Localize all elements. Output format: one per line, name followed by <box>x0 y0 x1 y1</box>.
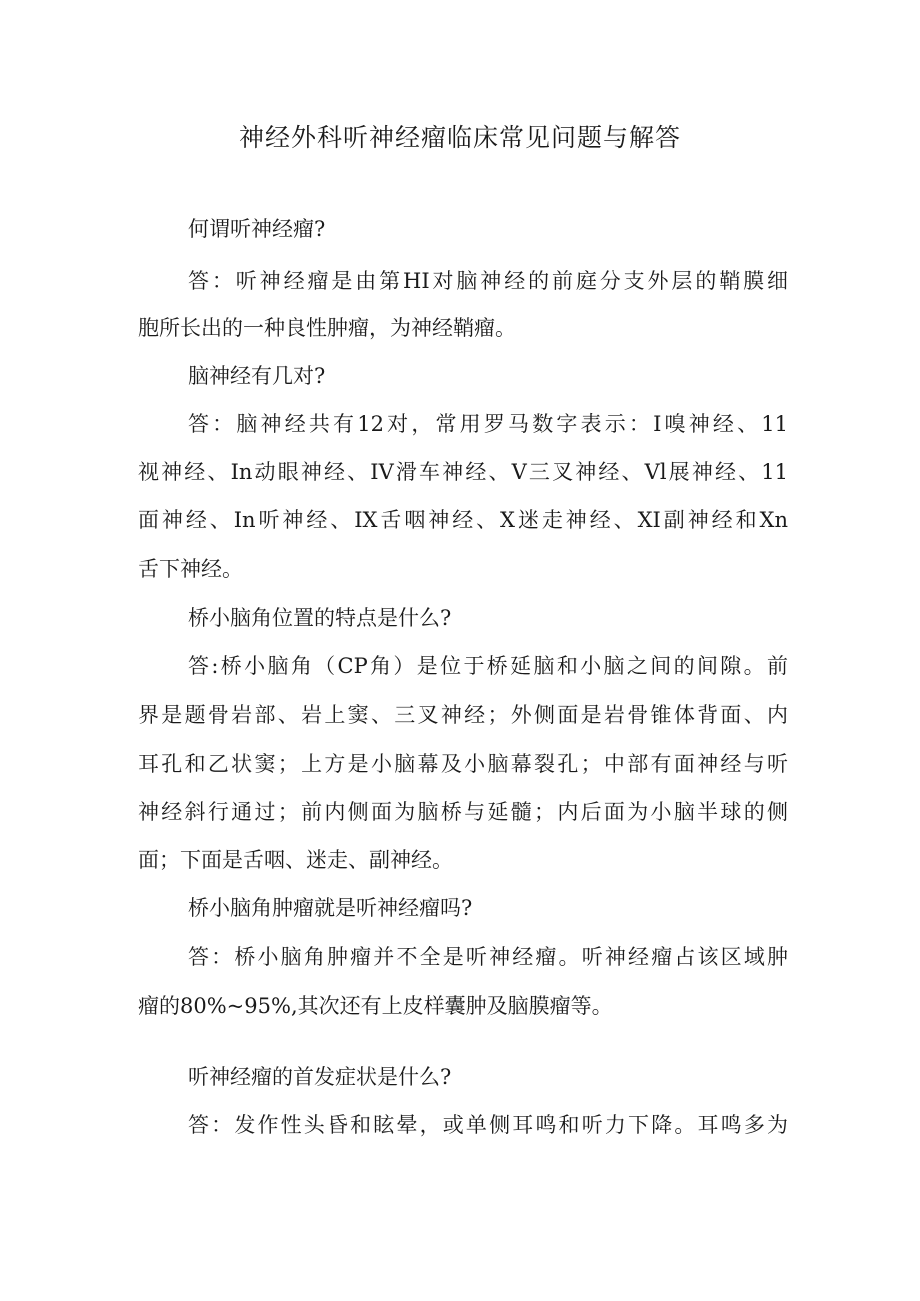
answer-line: 答：发作性头昏和眩晕，或单侧耳鸣和听力下降。耳鸣多为 <box>188 1113 788 1137</box>
question-line: 桥小脑角位置的特点是什么? <box>188 606 452 630</box>
question-line: 何谓听神经瘤? <box>188 217 326 241</box>
answer-line: 瘤的80%~95%,其次还有上皮样囊肿及脑膜瘤等。 <box>138 994 613 1018</box>
page-title: 神经外科听神经瘤临床常见问题与解答 <box>238 123 681 152</box>
answer-line: 答：桥小脑角肿瘤并不全是听神经瘤。听神经瘤占该区域肿 <box>188 945 788 969</box>
question-line: 桥小脑角肿瘤就是听神经瘤吗? <box>188 896 473 920</box>
question-line: 脑神经有几对? <box>188 364 326 388</box>
answer-line: 视神经、In动眼神经、IV滑车神经、V三叉神经、Vl展神经、11 <box>138 460 788 484</box>
answer-line: 耳孔和乙状窦；上方是小脑幕及小脑幕裂孔；中部有面神经与听 <box>138 752 788 776</box>
answer-line: 界是题骨岩部、岩上窦、三叉神经；外侧面是岩骨锥体背面、内 <box>138 703 788 727</box>
answer-line: 胞所长出的一种良性肿瘤，为神经鞘瘤。 <box>138 316 516 340</box>
question-line: 听神经瘤的首发症状是什么? <box>188 1065 452 1089</box>
answer-line: 神经斜行通过；前内侧面为脑桥与延髓；内后面为小脑半球的侧 <box>138 800 788 824</box>
answer-line: 面神经、In听神经、IX舌咽神经、X迷走神经、XI副神经和Xn <box>138 508 788 532</box>
answer-line: 面；下面是舌咽、迷走、副神经。 <box>138 848 453 872</box>
answer-line: 答:桥小脑角（CP角）是位于桥延脑和小脑之间的间隙。前 <box>188 654 788 678</box>
answer-line: 舌下神经。 <box>138 557 243 581</box>
answer-line: 答：脑神经共有12对，常用罗马数字表示：I嗅神经、11 <box>188 412 788 436</box>
answer-line: 答：听神经瘤是由第HI对脑神经的前庭分支外层的鞘膜细 <box>188 269 788 293</box>
